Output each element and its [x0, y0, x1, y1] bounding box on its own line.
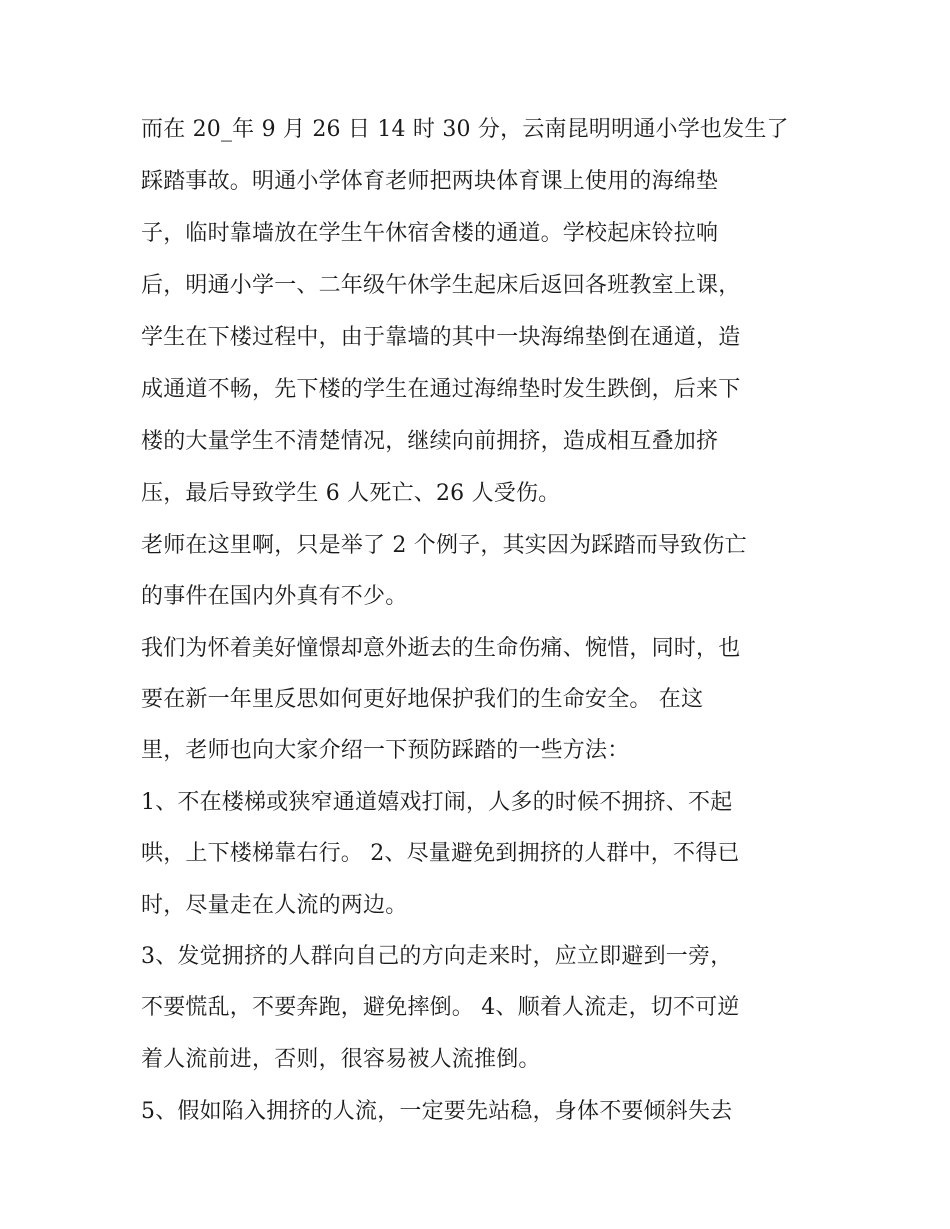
- text-line: 老师在这里啊，只是举了 2 个例子，其实因为踩踏而导致伤亡: [141, 533, 747, 558]
- text-line: 5、假如陷入拥挤的人流，一定要先站稳，身体不要倾斜失去: [141, 1099, 733, 1124]
- text-line: 里，老师也向大家介绍一下预防踩踏的一些方法：: [141, 738, 630, 763]
- text-line: 学生在下楼过程中，由于靠墙的其中一块海绵垫倒在通道，造: [141, 325, 741, 350]
- text-line: 成通道不畅，先下楼的学生在通过海绵垫时发生跌倒，后来下: [141, 377, 741, 402]
- text-line: 的事件在国内外真有不少。: [141, 584, 408, 609]
- text-line: 时，尽量走在人流的两边。: [141, 893, 408, 918]
- text-line: 3、发觉拥挤的人群向自己的方向走来时，应立即避到一旁，: [141, 944, 733, 969]
- text-line: 压，最后导致学生 6 人死亡、26 人受伤。: [141, 481, 561, 506]
- text-line: 后，明通小学一、二年级午休学生起床后返回各班教室上课，: [141, 273, 741, 298]
- text-line: 1、不在楼梯或狭窄通道嬉戏打闹，人多的时候不拥挤、不起: [141, 790, 733, 815]
- text-line: 着人流前进，否则，很容易被人流推倒。: [141, 1047, 541, 1072]
- text-line: 哄，上下楼梯靠右行。 2、尽量避免到拥挤的人群中，不得已: [141, 841, 740, 866]
- text-line: 踩踏事故。明通小学体育老师把两块体育课上使用的海绵垫: [141, 169, 719, 194]
- text-line: 子，临时靠墙放在学生午休宿舍楼的通道。学校起床铃拉响: [141, 221, 719, 246]
- text-line: 要在新一年里反思如何更好地保护我们的生命安全。 在这: [141, 687, 704, 712]
- text-line: 我们为怀着美好憧憬却意外逝去的生命伤痛、惋惜，同时，也: [141, 636, 741, 661]
- text-line: 不要慌乱，不要奔跑，避免摔倒。 4、顺着人流走，切不可逆: [141, 995, 740, 1020]
- text-line: 而在 20_年 9 月 26 日 14 时 30 分，云南昆明明通小学也发生了: [141, 117, 789, 142]
- text-line: 楼的大量学生不清楚情况，继续向前拥挤，造成相互叠加挤: [141, 429, 719, 454]
